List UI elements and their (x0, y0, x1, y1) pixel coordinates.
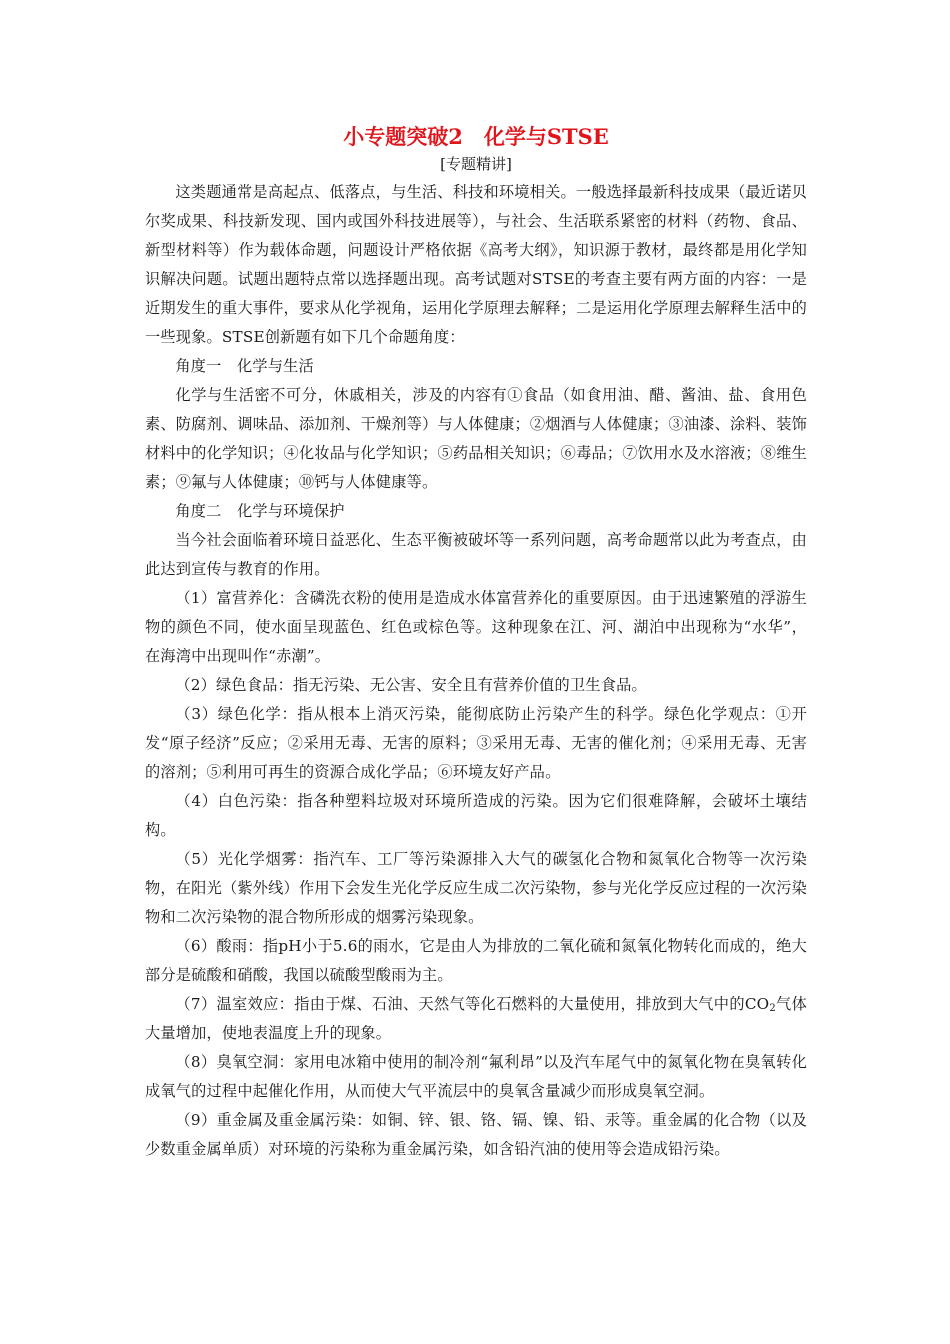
list-item: （4）白色污染：指各种塑料垃圾对环境所造成的污染。因为它们很难降解，会破坏土壤结构。 (145, 792, 807, 839)
list-item: （1）富营养化：含磷洗衣粉的使用是造成水体富营养化的重要原因。由于迅速繁殖的浮游生物的颜色不同，使水面呈现蓝色、红色或棕色等。这种现象在江、河、湖泊中出现称为“水华”，在海湾中出现叫作“赤潮”。 (145, 589, 807, 665)
list-item: （2）绿色食品：指无污染、无公害、安全且有营养价值的卫生食品。 (175, 676, 647, 694)
list-item: （6）酸雨：指pH小于5.6的雨水，它是由人为排放的二氧化硫和氮氧化物转化而成的，绝大部分是硫酸和硝酸，我国以硫酸型酸雨为主。 (145, 937, 807, 984)
co2-subscript: 2 (769, 1003, 776, 1014)
angle1-heading: 角度一 化学与生活 (175, 357, 314, 375)
list-item: （3）绿色化学：指从根本上消灭污染，能彻底防止污染产生的科学。绿色化学观点：①开发“原子经济”反应；②采用无毒、无害的原料；③采用无毒、无害的催化剂；④采用无毒、无害的溶剂；⑤利用可再生的资源合成化学品；⑥环境友好产品。 (145, 705, 807, 781)
angle2-heading: 角度二 化学与环境保护 (175, 502, 345, 520)
item7-text-after: 气体大量增加，使地表温度上升的现象。 (145, 995, 807, 1042)
list-item: （8）臭氧空洞：家用电冰箱中使用的制冷剂“氟利昂”以及汽车尾气中的氮氧化物在臭氧转化成氧气的过程中起催化作用，从而使大气平流层中的臭氧含量减少而形成臭氧空洞。 (145, 1053, 807, 1100)
page-title: 小专题突破2 化学与STSE (343, 124, 609, 149)
angle1-body: 化学与生活密不可分，休戚相关，涉及的内容有①食品（如食用油、醋、酱油、盐、食用色素、防腐剂、调味品、添加剂、干燥剂等）与人体健康；②烟酒与人体健康；③油漆、涂料、装饰材料中的化学知识；④化妆品与化学知识；⑤药品相关知识；⑥毒品；⑦饮用水及水溶液；⑧维生素；⑨氟与人体健康；⑩钙与人体健康等。 (145, 386, 807, 491)
section-label: [专题精讲] (440, 155, 512, 173)
angle2-body: 当今社会面临着环境日益恶化、生态平衡被破坏等一系列问题，高考命题常以此为考查点，由此达到宣传与教育的作用。 (145, 531, 807, 578)
list-item: （9）重金属及重金属污染：如铜、锌、银、铬、镉、镍、铅、汞等。重金属的化合物（以及少数重金属单质）对环境的污染称为重金属污染，如含铅汽油的使用等会造成铅污染。 (145, 1111, 807, 1158)
item7-text-before: （7）温室效应：指由于煤、石油、天然气等化石燃料的大量使用，排放到大气中的CO (175, 995, 770, 1013)
list-item-greenhouse (145, 990, 807, 1048)
intro-paragraph: 这类题通常是高起点、低落点，与生活、科技和环境相关。一般选择最新科技成果（最近诺贝尔奖成果、科技新发现、国内或国外科技进展等），与社会、生活联系紧密的材料（药物、食品、新型材料等）作为载体命题，问题设计严格依据《高考大纲》，知识源于教材，最终都是用化学知识解决问题。试题出题特点常以选择题出现。高考试题对STSE的考查主要有两方面的内容：一是近期发生的重大事件，要求从化学视角，运用化学原理去解释；二是运用化学原理去解释生活中的一些现象。STSE创新题有如下几个命题角度： (145, 183, 807, 346)
document-page (145, 118, 807, 1164)
list-item: （5）光化学烟雾：指汽车、工厂等污染源排入大气的碳氢化合物和氮氧化合物等一次污染物，在阳光（紫外线）作用下会发生光化学反应生成二次污染物，参与光化学反应过程的一次污染物和二次污染物的混合物所形成的烟雾污染现象。 (145, 850, 807, 926)
